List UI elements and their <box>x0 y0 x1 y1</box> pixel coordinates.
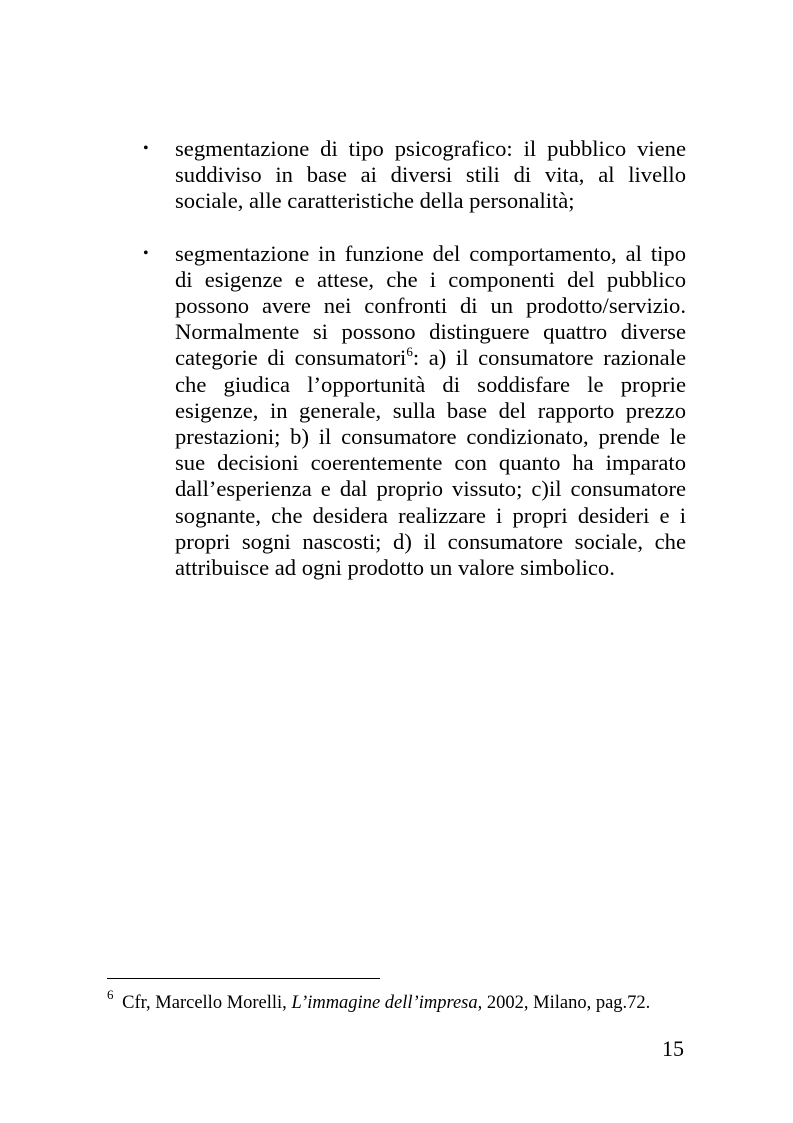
bullet-list <box>140 136 686 607</box>
bullet-text-before-ref: segmentazione in funzione del comportamento, al tipo di esigenze e attese, che i componenti del pubblico possono avere nei confronti di un prodotto/servizio. Normalmente si possono distinguere quattro diverse categorie di consumatori <box>175 240 686 371</box>
bullet-text: segmentazione di tipo psicografico: il pubblico viene suddiviso in base ai diversi stili di vita, al livello sociale, alle caratteristiche della personalità; <box>175 136 686 214</box>
page-number: 15 <box>662 1036 684 1061</box>
footnote-suffix: , 2002, Milano, pag.72. <box>477 993 651 1013</box>
bullet-marker: • <box>143 140 149 157</box>
bullet-marker: • <box>143 244 149 262</box>
bullet-text-after-ref: : a) il consumatore razionale che giudica l’opportunità di soddisfare le proprie esigenze, in generale, sulla base del rapporto prezzo prestazioni; b) il consumatore condizionato, prende le sue decisioni coerentemente con quanto ha imparato dall’esperienza e dal proprio vissuto; c)il consumatore sognante, che desidera realizzare i propri desideri e i propri sogni nascosti; d) il consumatore sociale, che attribuisce ad ogni prodotto un valore simbolico. <box>175 345 686 581</box>
bullet-item-psychographic <box>140 136 686 215</box>
footnote-prefix: Cfr, Marcello Morelli, <box>117 993 292 1013</box>
bullet-item-behavioral <box>140 241 686 582</box>
footnote <box>107 986 707 1014</box>
footnote-reference[interactable]: 6 <box>406 343 413 359</box>
footnote-book-title: L’immagine dell’impresa <box>291 993 478 1013</box>
footnote-divider <box>107 978 380 979</box>
footnote-number: 6 <box>107 986 114 1002</box>
